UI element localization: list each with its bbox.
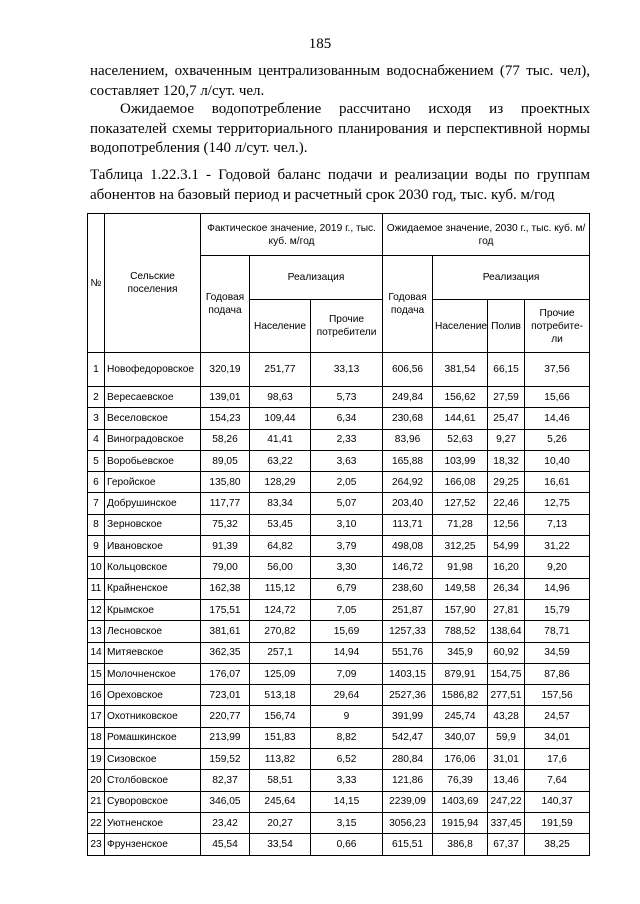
table-cell: 146,72 [383,557,433,578]
table-cell: 176,06 [433,749,488,770]
table-cell: 135,80 [201,472,250,493]
table-row [88,834,590,855]
table-cell: 3,30 [311,557,383,578]
table-cell: 31,01 [488,749,525,770]
settlement-name: Сизовское [105,749,201,770]
table-cell: 1915,94 [433,812,488,833]
table-cell: 312,25 [433,536,488,557]
header-annual-supply-2019: Годовая подача [201,256,250,353]
table-cell: 83,34 [250,493,311,514]
row-number: 1 [88,353,105,387]
table-cell: 64,82 [250,536,311,557]
table-cell: 109,44 [250,408,311,429]
table-cell: 6,34 [311,408,383,429]
table-cell: 9,20 [525,557,590,578]
table-row [88,621,590,642]
table-cell: 56,00 [250,557,311,578]
table-cell: 29,64 [311,685,383,706]
table-cell: 1586,82 [433,685,488,706]
table-cell: 10,40 [525,450,590,471]
table-cell: 125,09 [250,663,311,684]
settlement-name: Фрунзенское [105,834,201,855]
table-cell: 3056,23 [383,812,433,833]
table-row [88,770,590,791]
table-cell: 33,54 [250,834,311,855]
table-cell: 723,01 [201,685,250,706]
table-row [88,408,590,429]
table-cell: 33,13 [311,353,383,387]
table-cell: 213,99 [201,727,250,748]
table-row [88,706,590,727]
header-population-2030: Население [433,300,488,353]
row-number: 5 [88,450,105,471]
table-cell: 5,07 [311,493,383,514]
table-cell: 23,42 [201,812,250,833]
table-cell: 156,62 [433,387,488,408]
table-cell: 6,79 [311,578,383,599]
settlement-name: Ромашкинское [105,727,201,748]
table-cell: 83,96 [383,429,433,450]
table-cell: 2,05 [311,472,383,493]
table-cell: 45,54 [201,834,250,855]
row-number: 18 [88,727,105,748]
table-row [88,557,590,578]
table-cell: 15,66 [525,387,590,408]
table-cell: 37,56 [525,353,590,387]
table-cell: 277,51 [488,685,525,706]
settlement-name: Геройское [105,472,201,493]
table-cell: 251,87 [383,599,433,620]
table-row [88,493,590,514]
table-cell: 2527,36 [383,685,433,706]
table-cell: 381,54 [433,353,488,387]
table-cell: 7,05 [311,599,383,620]
table-row [88,791,590,812]
table-row [88,353,590,387]
row-number: 23 [88,834,105,855]
settlement-name: Ореховское [105,685,201,706]
table-cell: 3,15 [311,812,383,833]
row-number: 16 [88,685,105,706]
table-cell: 157,90 [433,599,488,620]
row-number: 14 [88,642,105,663]
table-cell: 6,52 [311,749,383,770]
paragraph-2: Ожидаемое водопотребление рассчитано исходя из проектных показателей схемы территориального планирования и перспективной нормы водопотребления (140 л/сут. чел.). [90,101,590,156]
table-cell: 138,64 [488,621,525,642]
row-number: 19 [88,749,105,770]
header-num: № [88,214,105,353]
row-number: 11 [88,578,105,599]
table-cell: 251,77 [250,353,311,387]
table-cell: 60,92 [488,642,525,663]
table-cell: 156,74 [250,706,311,727]
table-cell: 513,18 [250,685,311,706]
table-cell: 14,94 [311,642,383,663]
table-cell: 31,22 [525,536,590,557]
table-cell: 71,28 [433,514,488,535]
row-number: 2 [88,387,105,408]
table-cell: 238,60 [383,578,433,599]
table-cell: 551,76 [383,642,433,663]
table-cell: 12,75 [525,493,590,514]
table-row [88,663,590,684]
table-cell: 346,05 [201,791,250,812]
table-cell: 59,9 [488,727,525,748]
table-cell: 542,47 [383,727,433,748]
table-cell: 391,99 [383,706,433,727]
table-cell: 127,52 [433,493,488,514]
settlement-name: Виноградовское [105,429,201,450]
row-number: 12 [88,599,105,620]
table-cell: 43,28 [488,706,525,727]
table-cell: 176,07 [201,663,250,684]
row-number: 13 [88,621,105,642]
table-cell: 191,59 [525,812,590,833]
settlement-name: Суворовское [105,791,201,812]
table-cell: 230,68 [383,408,433,429]
header-annual-supply-2030: Годовая подача [383,256,433,353]
row-number: 9 [88,536,105,557]
table-cell: 52,63 [433,429,488,450]
table-cell: 38,25 [525,834,590,855]
table-cell: 203,40 [383,493,433,514]
table-cell: 14,15 [311,791,383,812]
table-cell: 2239,09 [383,791,433,812]
header-settlement: Сельские поселения [105,214,201,353]
header-realization-2019: Реализация [250,256,383,300]
table-cell: 3,10 [311,514,383,535]
table-cell: 788,52 [433,621,488,642]
table-cell: 320,19 [201,353,250,387]
table-cell: 159,52 [201,749,250,770]
table-cell: 157,56 [525,685,590,706]
table-cell: 166,08 [433,472,488,493]
table-cell: 41,41 [250,429,311,450]
table-cell: 154,75 [488,663,525,684]
table-cell: 16,61 [525,472,590,493]
table-row [88,642,590,663]
settlement-name: Митяевское [105,642,201,663]
table-row [88,472,590,493]
table-cell: 1403,69 [433,791,488,812]
settlement-name: Веселовское [105,408,201,429]
table-cell: 337,45 [488,812,525,833]
table-cell: 75,32 [201,514,250,535]
settlement-name: Новофедоровское [105,353,201,387]
table-cell: 270,82 [250,621,311,642]
table-cell: 34,59 [525,642,590,663]
table-cell: 15,79 [525,599,590,620]
table-cell: 247,22 [488,791,525,812]
table-row [88,387,590,408]
table-cell: 66,15 [488,353,525,387]
table-cell: 7,64 [525,770,590,791]
table-cell: 16,20 [488,557,525,578]
table-cell: 165,88 [383,450,433,471]
row-number: 6 [88,472,105,493]
settlement-name: Уютненское [105,812,201,833]
table-cell: 381,61 [201,621,250,642]
table-cell: 879,91 [433,663,488,684]
table-cell: 89,05 [201,450,250,471]
table-cell: 154,23 [201,408,250,429]
table-cell: 8,82 [311,727,383,748]
table-caption: Таблица 1.22.3.1 - Годовой баланс подачи и реализации воды по группам абонентов на базовый период и расчетный срок 2030 год, тыс. куб. м/год [90,167,590,203]
table-cell: 9,27 [488,429,525,450]
paragraph-1: населением, охваченным централизованным водоснабжением (77 тыс. чел), составляет 120,7 л/сут. чел. [90,63,590,99]
settlement-name: Вересаевское [105,387,201,408]
table-cell: 17,6 [525,749,590,770]
table-cell: 24,57 [525,706,590,727]
table-cell: 9 [311,706,383,727]
table-cell: 264,92 [383,472,433,493]
table-cell: 67,37 [488,834,525,855]
table-cell: 12,56 [488,514,525,535]
table-cell: 124,72 [250,599,311,620]
table-cell: 79,00 [201,557,250,578]
table-cell: 113,82 [250,749,311,770]
table-cell: 3,63 [311,450,383,471]
table-cell: 386,8 [433,834,488,855]
table-cell: 91,39 [201,536,250,557]
table-row [88,749,590,770]
table-row [88,450,590,471]
table-cell: 5,73 [311,387,383,408]
table-cell: 14,46 [525,408,590,429]
page-number: 185 [308,36,332,52]
water-balance-table [87,213,590,856]
header-population-2019: Население [250,300,311,353]
settlement-name: Воробьевское [105,450,201,471]
table-row [88,727,590,748]
table-cell: 58,26 [201,429,250,450]
table-cell: 14,96 [525,578,590,599]
settlement-name: Столбовское [105,770,201,791]
table-cell: 362,35 [201,642,250,663]
table-cell: 220,77 [201,706,250,727]
table-cell: 15,69 [311,621,383,642]
settlement-name: Зерновское [105,514,201,535]
table-cell: 7,13 [525,514,590,535]
table-cell: 76,39 [433,770,488,791]
row-number: 21 [88,791,105,812]
settlement-name: Крымское [105,599,201,620]
row-number: 10 [88,557,105,578]
table-cell: 13,46 [488,770,525,791]
table-cell: 151,83 [250,727,311,748]
table-cell: 140,37 [525,791,590,812]
row-number: 8 [88,514,105,535]
row-number: 15 [88,663,105,684]
table-row [88,536,590,557]
table-cell: 25,47 [488,408,525,429]
table-cell: 22,46 [488,493,525,514]
table-cell: 34,01 [525,727,590,748]
table-row [88,599,590,620]
table-cell: 98,63 [250,387,311,408]
table-cell: 498,08 [383,536,433,557]
header-irrigation-2030: Полив [488,300,525,353]
table-cell: 3,79 [311,536,383,557]
table-row [88,812,590,833]
table-cell: 144,61 [433,408,488,429]
table-cell: 249,84 [383,387,433,408]
table-cell: 115,12 [250,578,311,599]
table-cell: 82,37 [201,770,250,791]
table-cell: 3,33 [311,770,383,791]
row-number: 17 [88,706,105,727]
table-cell: 149,58 [433,578,488,599]
table-cell: 63,22 [250,450,311,471]
table-body [88,353,590,856]
table-cell: 2,33 [311,429,383,450]
row-number: 22 [88,812,105,833]
table-cell: 18,32 [488,450,525,471]
header-other-2019: Прочие потребители [311,300,383,353]
row-number: 4 [88,429,105,450]
table-cell: 257,1 [250,642,311,663]
table-cell: 26,34 [488,578,525,599]
settlement-name: Ивановское [105,536,201,557]
table-cell: 128,29 [250,472,311,493]
table-cell: 615,51 [383,834,433,855]
table-cell: 53,45 [250,514,311,535]
table-cell: 113,71 [383,514,433,535]
header-realization-2030: Реализация [433,256,590,300]
table-cell: 245,74 [433,706,488,727]
header-other-2030: Прочие потребите-ли [525,300,590,353]
table-row [88,578,590,599]
table-cell: 7,09 [311,663,383,684]
table-cell: 91,98 [433,557,488,578]
table-cell: 5,26 [525,429,590,450]
table-row [88,685,590,706]
table-cell: 87,86 [525,663,590,684]
table-cell: 175,51 [201,599,250,620]
settlement-name: Молочненское [105,663,201,684]
row-number: 7 [88,493,105,514]
table-cell: 345,9 [433,642,488,663]
table-cell: 340,07 [433,727,488,748]
row-number: 20 [88,770,105,791]
settlement-name: Охотниковское [105,706,201,727]
table-cell: 117,77 [201,493,250,514]
table-cell: 245,64 [250,791,311,812]
table-row [88,429,590,450]
table-cell: 1257,33 [383,621,433,642]
table-row [88,514,590,535]
table-cell: 27,59 [488,387,525,408]
table-cell: 606,56 [383,353,433,387]
table-cell: 280,84 [383,749,433,770]
header-expected: Ожидаемое значение, 2030 г., тыс. куб. м/год [383,214,590,256]
table-cell: 29,25 [488,472,525,493]
table-cell: 121,86 [383,770,433,791]
table-cell: 27,81 [488,599,525,620]
table-cell: 1403,15 [383,663,433,684]
table-cell: 139,01 [201,387,250,408]
table-cell: 20,27 [250,812,311,833]
row-number: 3 [88,408,105,429]
table-cell: 103,99 [433,450,488,471]
settlement-name: Лесновское [105,621,201,642]
table-cell: 0,66 [311,834,383,855]
settlement-name: Кольцовское [105,557,201,578]
settlement-name: Добрушинское [105,493,201,514]
settlement-name: Крайненское [105,578,201,599]
table-cell: 58,51 [250,770,311,791]
table-cell: 54,99 [488,536,525,557]
header-actual: Фактическое значение, 2019 г., тыс. куб. м/год [201,214,383,256]
table-cell: 162,38 [201,578,250,599]
table-cell: 78,71 [525,621,590,642]
